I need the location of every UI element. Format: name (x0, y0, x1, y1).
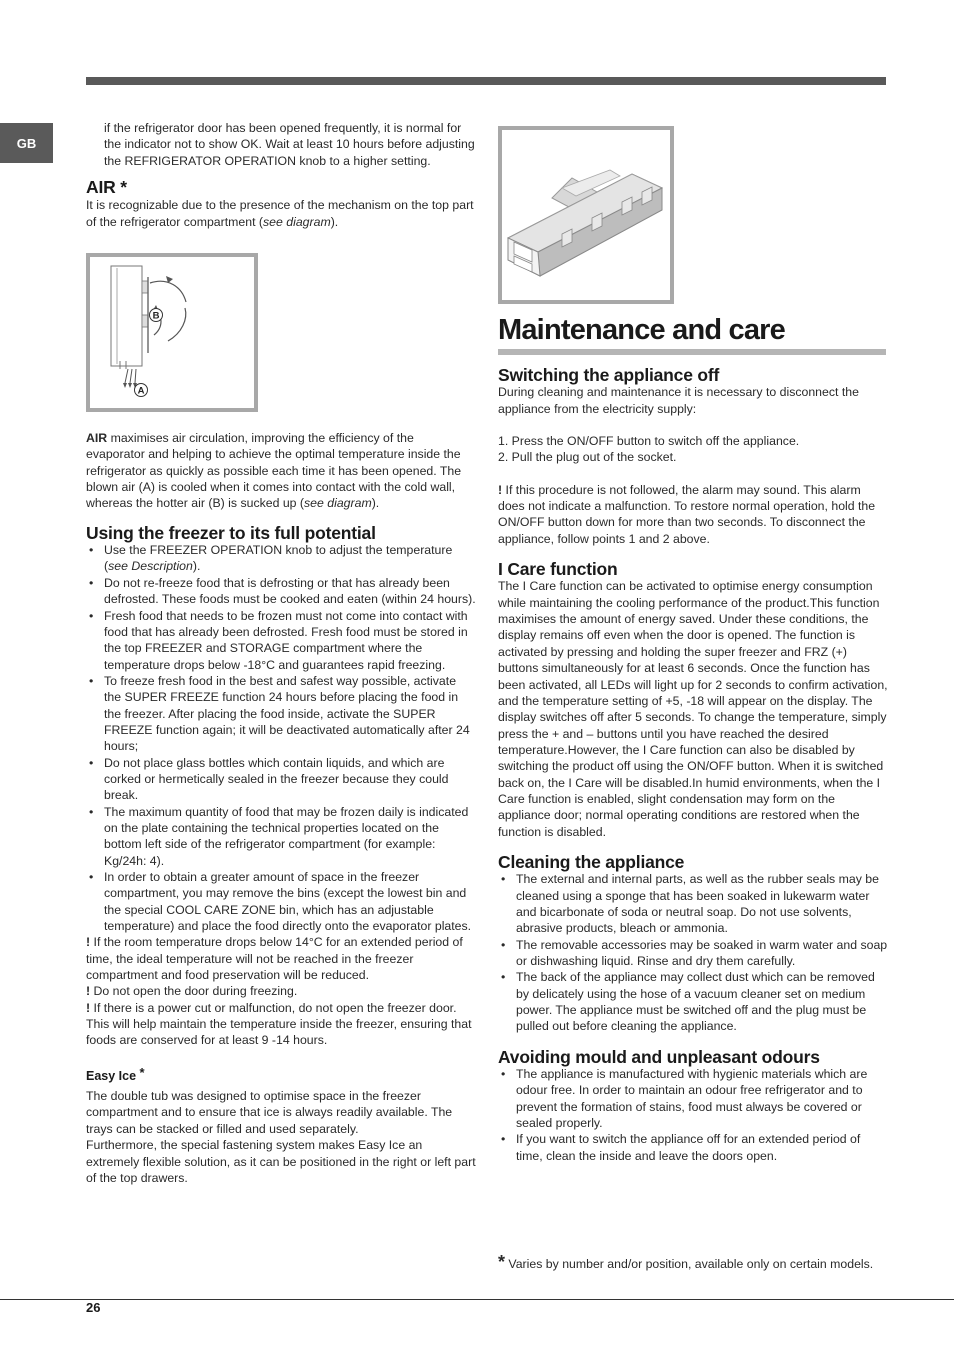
list-item: • To freeze fresh food in the best and safest way possible, activate the SUPER FREEZE function 24 hours before placing the food in the freezer. After placing the food inside, activate the SUPER FREEZE function again; it will be deactivated automatically after 24 hours; (86, 673, 476, 755)
intro-paragraph: if the refrigerator door has been opened frequently, it is normal for the indicator not to show OK. Wait at least 10 hours before adjusting the REFRIGERATOR OPERATION knob to a higher setting. (104, 121, 475, 168)
right-column (498, 367, 888, 1164)
easy-ice-illustration (502, 130, 670, 300)
air-body: AIR maximises air circulation, improving the efficiency of the evaporator and helping to achieve the optimal temperature inside the refrigerator as quickly as possible each time it has been opened. The blown air (A) is cooled when it comes into contact with the cold wall, whereas the hotter air (B) is sucked up (see diagram). (86, 431, 462, 511)
title-rule (498, 349, 886, 355)
list-item: • Fresh food that needs to be frozen must not come into contact with food that has already been defrosted. Fresh food must be stored in the top FREEZER and STORAGE compartment where the temperature drops below -18°C and guarantees rapid freezing. (86, 608, 476, 673)
list-item: • The appliance is manufactured with hygienic materials which are odour free. In order to maintain an odour free refrigerator and to prevent the formation of stains, food must always be covered or sealed properly. (498, 1066, 888, 1131)
mould-list (498, 1066, 888, 1164)
list-item: • Do not place glass bottles which contain liquids, and which are corked or hermetically sealed in the freezer because they could break. (86, 755, 476, 804)
list-item: • In order to obtain a greater amount of space in the freezer compartment, you may remove the bins (except the lowest bin and the special COOL CARE ZONE bin, which has an adjustable temperature) and place the food directly onto the evaporator plates. (86, 869, 476, 934)
list-item: 2. Pull the plug out of the socket. (498, 450, 677, 465)
air-diagram (86, 253, 258, 412)
warning-paragraph: ! If there is a power cut or malfunction, do not open the freezer door. This will help maintain the temperature inside the freezer, ensuring that foods are conserved for at least 9 -14 hours. (86, 1000, 472, 1048)
air-description: It is recognizable due to the presence of the mechanism on the top part of the refrigerator compartment (see diagram). (86, 198, 474, 229)
label-a: A (137, 385, 145, 397)
bottom-rule (0, 1299, 954, 1300)
switch-off-body: During cleaning and maintenance it is necessary to disconnect the appliance from the electricity supply: (498, 385, 859, 416)
list-item: 1. Press the ON/OFF button to switch off the appliance. (498, 434, 800, 449)
list-item: • Use the FREEZER OPERATION knob to adjust the temperature (see Description). (86, 542, 476, 575)
easy-ice-heading: Easy Ice * (86, 1064, 145, 1083)
left-column (86, 120, 476, 1186)
footnote: * Varies by number and/or position, available only on certain models. (498, 1252, 874, 1272)
list-item: • If you want to switch the appliance off for an extended period of time, clean the inside and leave the doors open. (498, 1131, 888, 1164)
air-diagram-illustration (90, 257, 254, 408)
easy-ice-diagram (498, 126, 674, 304)
list-item: • The removable accessories may be soaked in warm water and soap or dishwashing liquid. Rinse and dry them carefully. (498, 937, 888, 970)
warning-paragraph: ! Do not open the door during freezing. (86, 984, 298, 999)
cleaning-heading: Cleaning the appliance (498, 851, 685, 872)
icare-heading: I Care function (498, 559, 618, 580)
freezer-heading: Using the freezer to its full potential (86, 522, 376, 543)
language-tab: GB (0, 123, 53, 163)
easy-ice-body: The double tub was designed to optimise space in the freezer compartment and to ensure that ice is always readily available. The trays can be stacked or filled and used separately. (86, 1089, 453, 1136)
label-b: B (152, 310, 160, 322)
switch-off-heading: Switching the appliance off (498, 365, 720, 385)
page-number: 26 (86, 1300, 101, 1315)
freezer-list (86, 542, 476, 934)
air-heading: AIR * (86, 177, 127, 198)
list-item: • The external and internal parts, as well as the rubber seals may be cleaned using a sponge that has been soaked in lukewarm water and bicarbonate of soda or neutral soap. Do not use solvents, abrasive products, bleach or ammonia. (498, 871, 888, 936)
easy-ice-body-2: Furthermore, the special fastening system makes Easy Ice an extremely flexible solution, as it can be positioned in the right or left part of the top drawers. (86, 1138, 476, 1185)
page-title: Maintenance and care (498, 314, 785, 346)
list-item: • Do not re-freeze food that is defrosting or that has already been defrosted. These foods must be cooked and eaten (within 24 hours). (86, 575, 476, 608)
icare-body: The I Care function can be activated to optimise energy consumption while maintaining the cooling performance of the product.This function maximises the amount of energy saved. Under these conditions, the display remains off even when the door is opened. The function is activated by pressing and holding the super freezer and FRZ (+) buttons simultaneously for at least 6 seconds. Once the function has been activated, all LEDs will light up for 2 seconds to confirm activation, and the temperature setting of +5, -18 will appear on the display. The display switches off after 5 seconds. To change the temperature, simply press the + and – buttons until you have reached the desired temperature.However, the I Care function can also be disabled by switching the product off using the ON/OFF button. When it is switched back on, the I Care will be disabled.In humid environments, when the I Care function is enabled, slight condensation may form on the appliance door; normal operating conditions are restored when the function is disabled. (498, 579, 888, 839)
mould-heading: Avoiding mould and unpleasant odours (498, 1046, 820, 1067)
warning-paragraph: ! If the room temperature drops below 14°C for an extended period of time, the ideal temperature will not be reached in the freezer compartment and food preservation will be reduced. (86, 935, 463, 983)
switch-off-warning: ! If this procedure is not followed, the alarm may sound. This alarm does not indicate a malfunction. To restore normal operation, hold the ON/OFF button down for more than two seconds. To disconnect the appliance, follow points 1 and 2 above. (498, 482, 876, 546)
top-rule (86, 77, 886, 85)
list-item: • The back of the appliance may collect dust which can be removed by delicately using the hose of a vacuum cleaner set on medium power. The appliance must be switched off and the plug must be pulled out before cleaning the appliance. (498, 969, 888, 1034)
switch-off-steps (498, 433, 888, 466)
list-item: • The maximum quantity of food that may be frozen daily is indicated on the plate containing the technical properties located on the bottom left side of the refrigerator compartment (for example: Kg/24h: 4). (86, 804, 476, 869)
cleaning-list (498, 871, 888, 1034)
